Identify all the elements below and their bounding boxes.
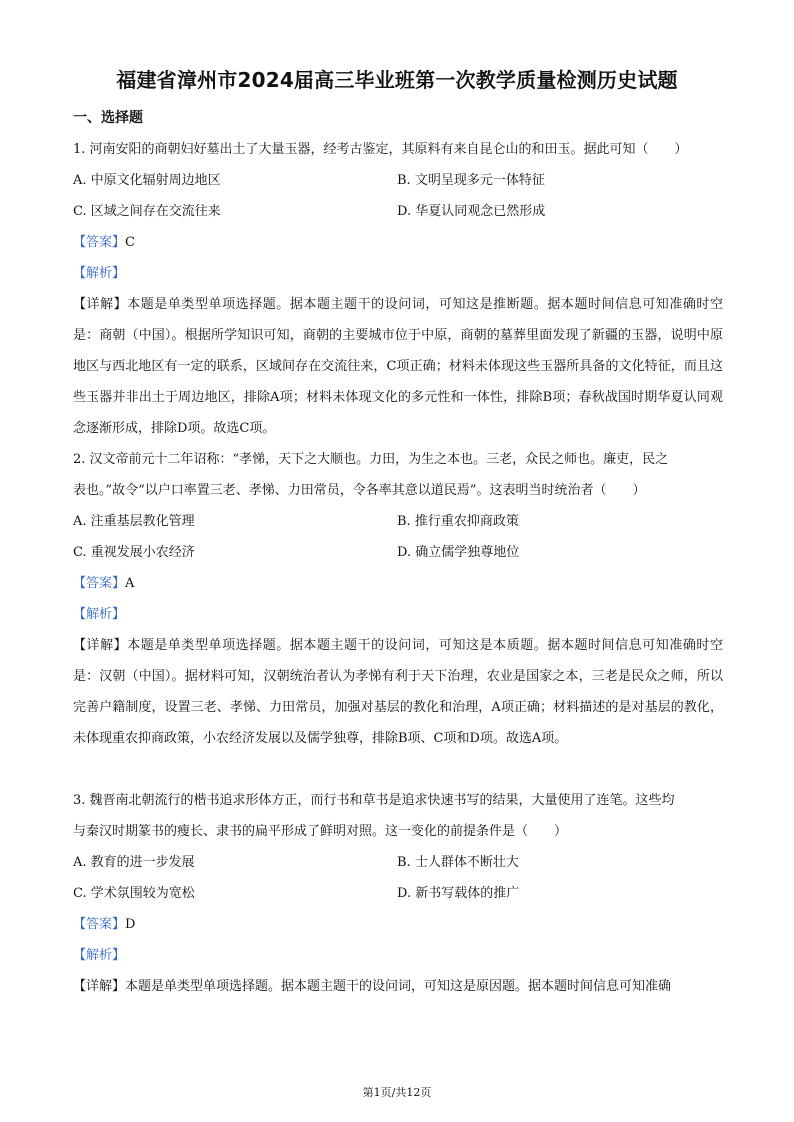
detail-tag: 【详解】 [73,638,128,653]
question-3-options [73,847,723,878]
detail-tag: 【详解】 [73,979,126,994]
detail-text: 本题是单类型单项选择题。据本题主题干的设问词，可知这是本质题。据本题时间信息可知准确时空是：汉朝（中国）。据材料可知，汉朝统治者认为孝悌有利于天下治理，农业是国家之本，三老是民众之师，所以完善户籍制度，设置三老、孝悌、力田常员，加强对基层的教化和治理，A项正确；材料描述的是对基层的教化，未体现重农抑商政策，小农经济发展以及儒学独尊，排除B项、C项和D项。故选A项。 [73,638,723,746]
page-title: 福建省漳州市2024届高三毕业班第一次教学质量检测历史试题 [116,68,678,92]
answer-tag-open: 【 [73,235,87,250]
answer-value: D [125,917,136,932]
question-3 [73,785,723,1002]
detail-paragraph [73,971,723,1002]
page-footer: 第1页/共12页 [362,1086,432,1099]
question-3-stem-line-2: 与秦汉时期篆书的瘦长、隶书的扁平形成了鲜明对照。这一变化的前提条件是（ ） [73,824,568,839]
question-2-stem-line-1: 2. 汉文帝前元十二年诏称：“孝悌，天下之大顺也。力田，为生之本也。三老，众民之师也。廉吏，民之 [73,452,669,467]
answer-tag-close: 】 [112,576,126,591]
questions-list [73,134,723,1002]
option-d: D. 华夏认同观念已然形成 [397,204,546,219]
detail-text: 本题是单类型单项选择题。据本题主题干的设问词，可知这是原因题。据本题时间信息可知准确 [125,979,672,994]
section-heading: 一、选择题 [73,110,143,126]
question-3-stem-line-1: 3. 魏晋南北朝流行的楷书追求形体方正，而行书和草书是追求快速书写的结果，大量使用了连笔。这些均 [73,793,675,808]
question-2-options-2 [73,537,723,568]
answer-line [73,227,723,258]
answer-tag-word: 答案 [86,235,113,250]
option-a: A. 教育的进一步发展 [73,855,195,870]
option-c: C. 区域之间存在交流往来 [73,204,221,219]
analysis-tag: 【解析】 [73,948,126,963]
question-1-options-2 [73,196,723,227]
answer-value: C [125,235,135,250]
option-b: B. 文明呈现多元一体特征 [397,173,545,188]
option-a: A. 注重基层教化管理 [73,514,195,529]
analysis-tag: 【解析】 [73,266,126,281]
option-b: B. 士人群体不断壮大 [397,855,519,870]
detail-tag: 【详解】 [73,297,128,312]
question-1 [73,134,723,444]
detail-paragraph [73,630,723,785]
question-2-stem-line-2: 表也。”故令“以户口率置三老、孝悌、力田常员，令各率其意以道民焉”。这表明当时统治者（ ） [73,483,646,498]
question-3-options-2 [73,878,723,909]
option-d: D. 新书写载体的推广 [397,886,520,901]
option-d: D. 确立儒学独尊地位 [397,545,520,560]
option-c: C. 学术氛围较为宽松 [73,886,195,901]
answer-tag-close: 】 [112,917,126,932]
question-2 [73,444,723,785]
answer-tag-close: 】 [112,235,126,250]
option-a: A. 中原文化辐射周边地区 [73,173,221,188]
analysis-tag: 【解析】 [73,607,126,622]
option-c: C. 重视发展小农经济 [73,545,195,560]
detail-paragraph [73,289,723,444]
question-2-options [73,506,723,537]
answer-tag-open: 【 [73,917,87,932]
answer-line [73,909,723,940]
answer-tag-word: 答案 [86,917,113,932]
detail-text: 本题是单类型单项选择题。据本题主题干的设问词，可知这是推断题。据本题时间信息可知准确时空是：商朝（中国）。根据所学知识可知，商朝的主要城市位于中原，商朝的墓葬里面发现了新疆的玉器，说明中原地区与西北地区有一定的联系，区域间存在交流往来，C项正确；材料未体现这些玉器所具备的文化特征，而且这些玉器并非出土于周边地区，排除A项；材料未体现文化的多元性和一体性，排除B项；春秋战国时期华夏认同观念逐渐形成，排除D项。故选C项。 [73,297,723,436]
answer-tag-word: 答案 [86,576,113,591]
answer-tag-open: 【 [73,576,87,591]
question-1-options [73,165,723,196]
option-b: B. 推行重农抑商政策 [397,514,519,529]
question-1-stem: 1. 河南安阳的商朝妇好墓出土了大量玉器，经考古鉴定，其原料有来自昆仑山的和田玉。据此可知（ ） [73,142,688,157]
answer-value: A [125,576,135,591]
answer-line [73,568,723,599]
